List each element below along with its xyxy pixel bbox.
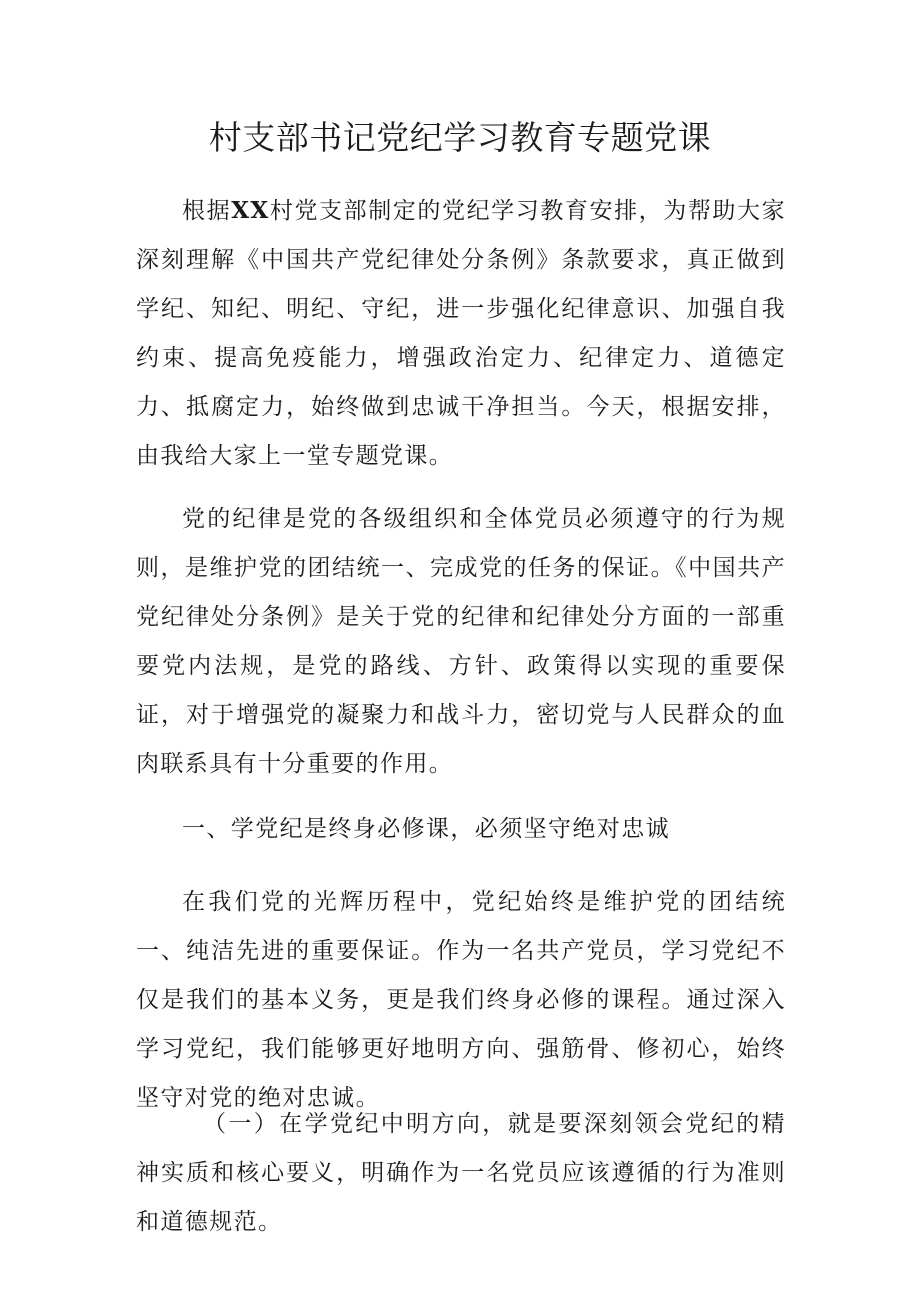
intro-text-after: 村党支部制定的党纪学习教育安排，为帮助大家深刻理解《中国共产党纪律处分条例》条款要求，真正做到学纪、知纪、明纪、守纪，进一步强化纪律意识、加强自我约束、提高免疫能力，增强政治定力、纪律定力、道德定力、抵腐定力，始终做到忠诚干净担当。今天，根据安排，由我给大家上一堂专题党课。 (136, 198, 786, 469)
discipline-paragraph: 党的纪律是党的各级组织和全体党员必须遵守的行为规则，是维护党的团结统一、完成党的任务的保证。《中国共产党纪律处分条例》是关于党的纪律和纪律处分方面的一部重要党内法规，是党的路线、方针、政策得以实现的重要保证，对于增强党的凝聚力和战斗力，密切党与人民群众的血肉联系具有十分重要的作用。 (136, 506, 786, 777)
subsection-1-paragraph: （一）在学党纪中明方向，就是要深刻领会党纪的精神实质和核心要义，明确作为一名党员应该遵循的行为准则和道德规范。 (136, 1111, 786, 1235)
section-1-paragraph: 在我们党的光辉历程中，党纪始终是维护党的团结统一、纯洁先进的重要保证。作为一名共产党员，学习党纪不仅是我们的基本义务，更是我们终身必修的课程。通过深入学习党纪，我们能够更好地明方向、强筋骨、修初心，始终坚守对党的绝对忠诚。 (136, 889, 786, 1111)
section-heading-1: 一、学党纪是终身必修课，必须坚守绝对忠诚 (182, 816, 670, 842)
document-title: 村支部书记党纪学习教育专题党课 (208, 118, 712, 157)
intro-paragraph (136, 186, 786, 481)
village-placeholder: XX (231, 197, 270, 224)
intro-text-before: 根据 (182, 198, 232, 224)
